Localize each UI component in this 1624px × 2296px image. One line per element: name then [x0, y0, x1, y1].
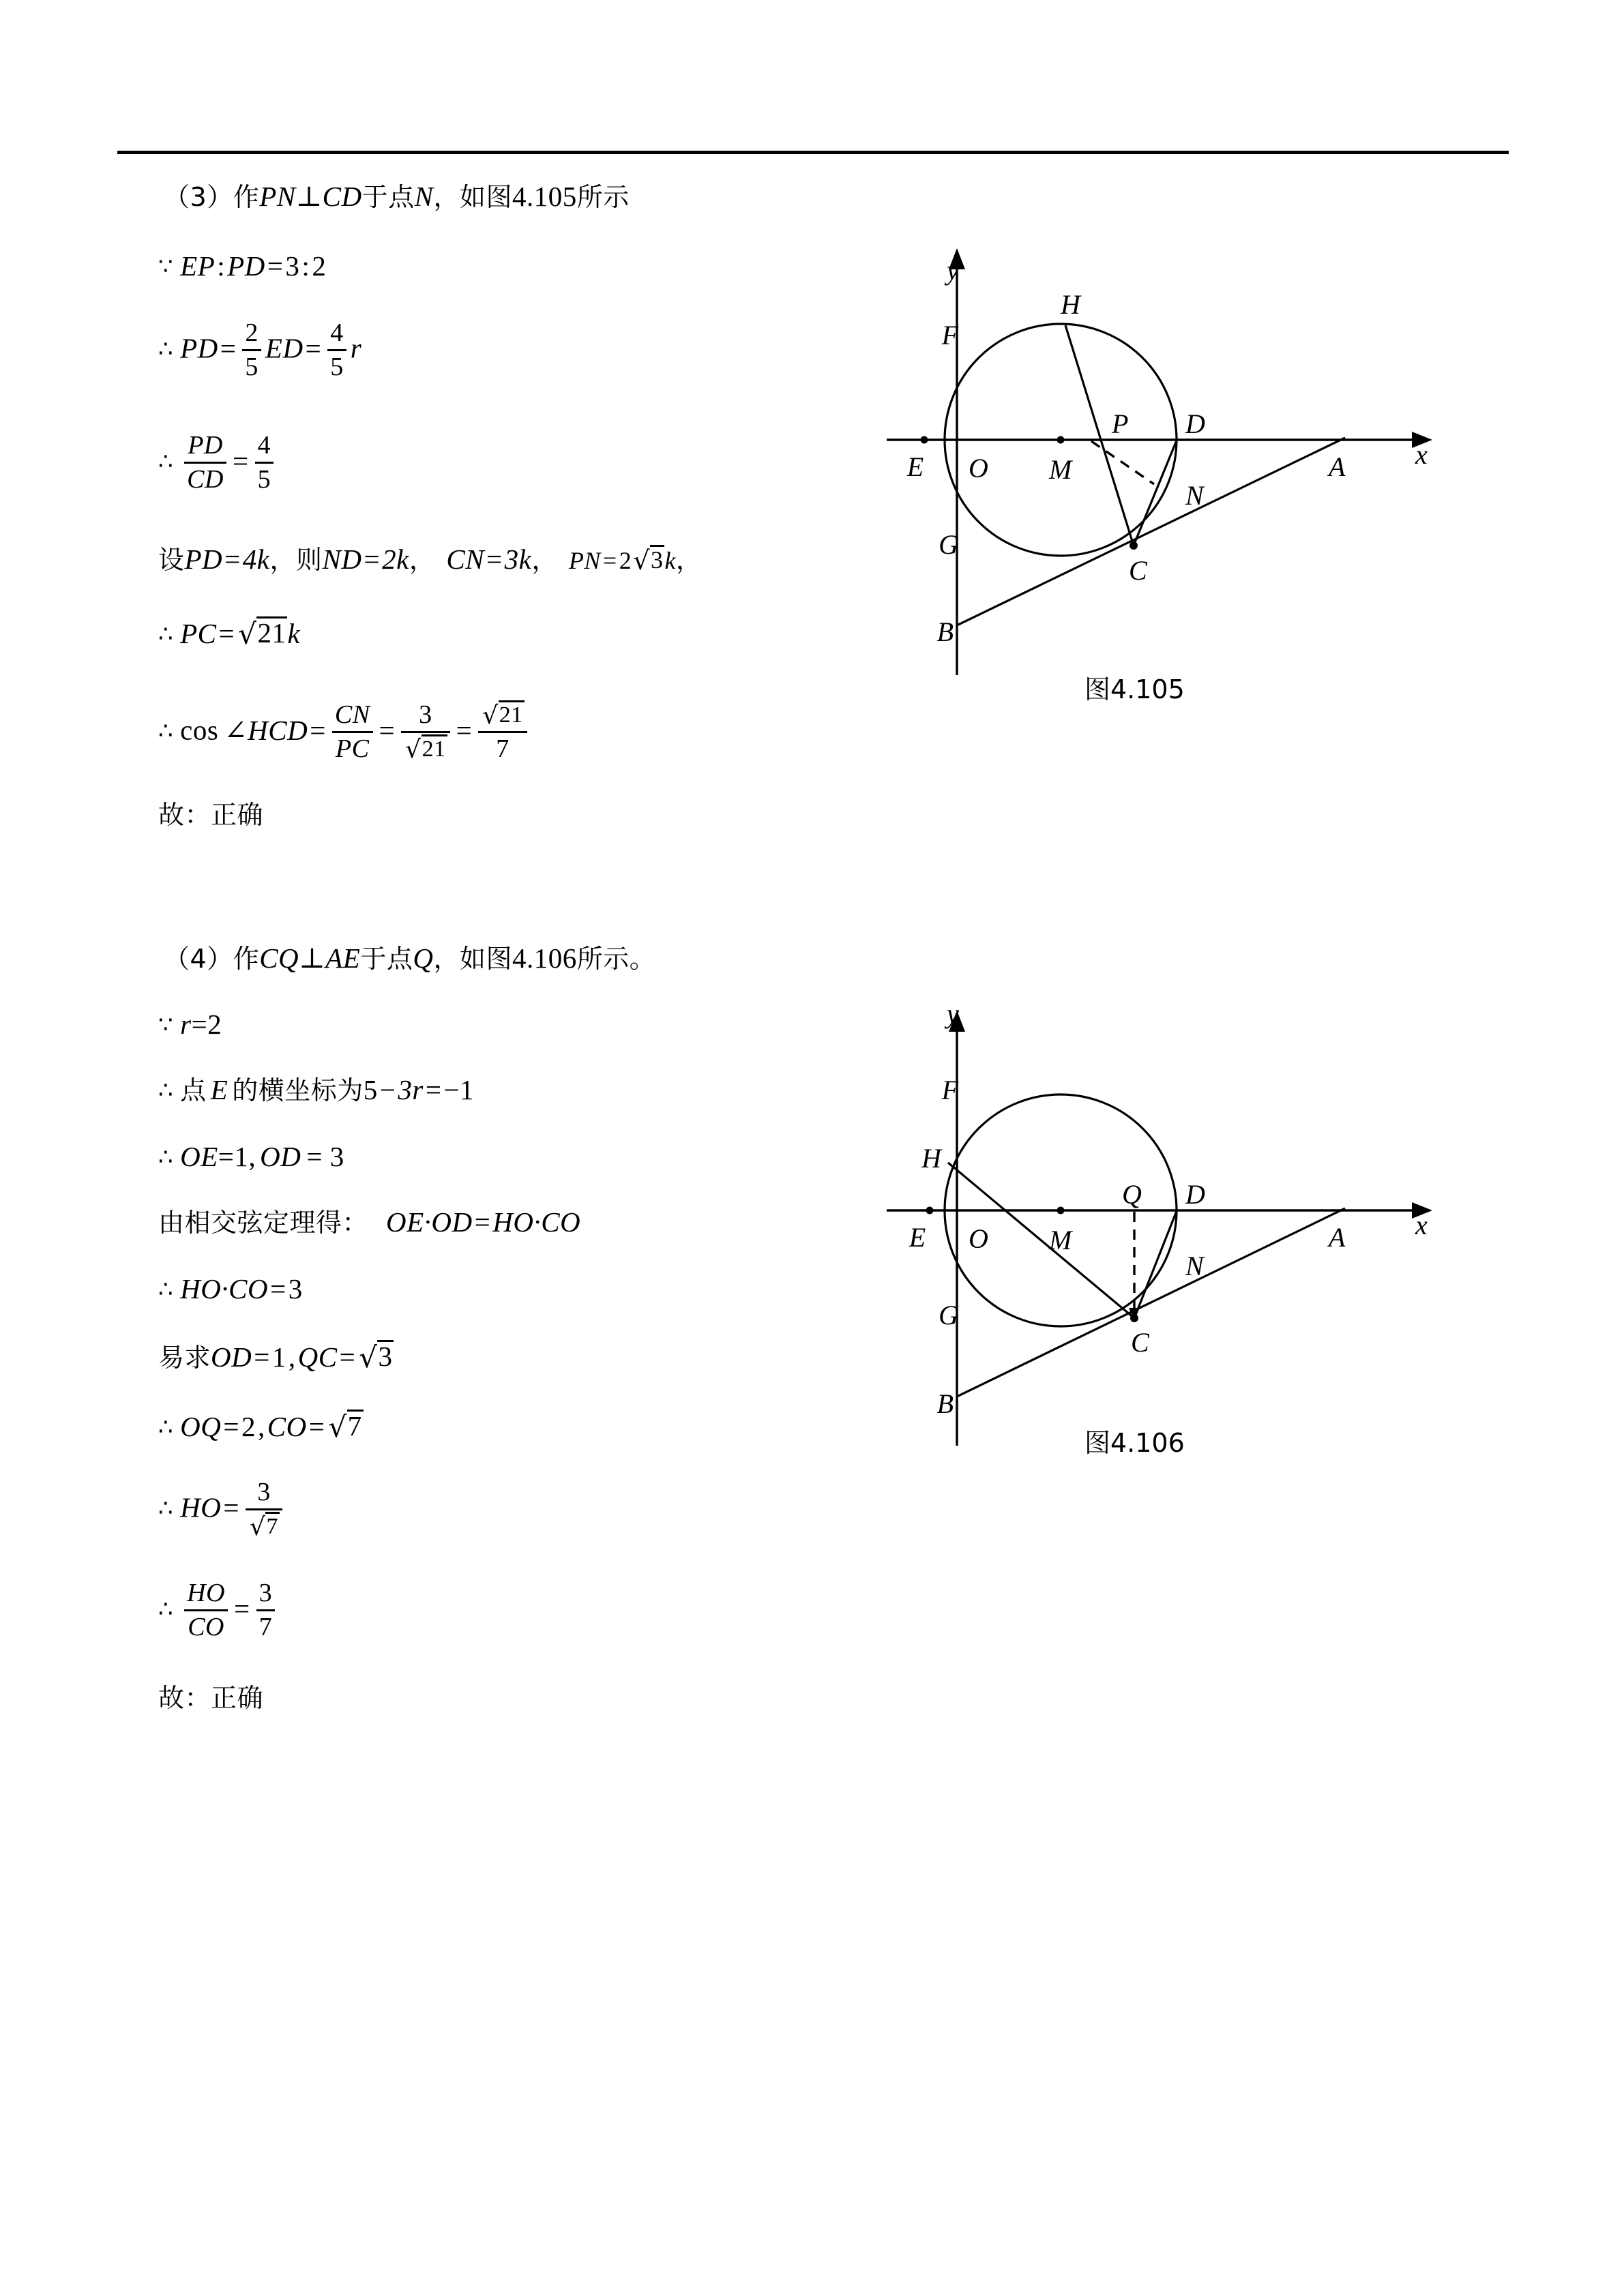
line-BCA — [957, 1208, 1345, 1397]
fraction-cn-pc — [332, 701, 373, 763]
therefore-symbol-4: ∴ — [158, 717, 174, 745]
label-M: M — [1049, 1225, 1072, 1255]
line-section3-conclusion — [158, 801, 263, 829]
therefore-symbol-9: ∴ — [158, 1494, 174, 1522]
section4-conclusion-text: 故：正确 — [158, 1683, 264, 1713]
equals-12: = — [456, 714, 473, 746]
therefore-symbol-3: ∴ — [158, 621, 174, 648]
ho-dot-co-2: HO·CO — [180, 1273, 269, 1304]
section4-text-b: 于点 — [360, 944, 413, 974]
equals-7: = — [486, 543, 503, 575]
label-O: O — [969, 1223, 988, 1254]
radical-7-b — [248, 1512, 280, 1540]
three-value: 3 — [288, 1273, 303, 1304]
section4-comma: ， — [433, 944, 460, 974]
therefore-symbol-2: ∴ — [158, 447, 174, 475]
ratio-3: 3 — [285, 250, 300, 282]
numerator: 3 — [419, 700, 432, 729]
OD-label: OD — [260, 1141, 301, 1172]
denominator: PC — [335, 734, 370, 764]
radical-sign: √ — [405, 736, 422, 764]
equals-19: = — [308, 1411, 325, 1442]
point-M — [1057, 436, 1065, 444]
numerator: 2 — [245, 318, 259, 347]
nd-val: 2k — [382, 543, 409, 575]
fraction-bar — [332, 731, 373, 733]
label-D: D — [1185, 1179, 1205, 1210]
numerator: HO — [187, 1579, 226, 1607]
fraction-bar — [256, 1609, 276, 1611]
denominator — [401, 735, 449, 763]
header-rule — [117, 151, 1509, 154]
label-P: P — [1112, 408, 1129, 439]
cn-val: 3k — [504, 543, 532, 575]
ratio-2: 2 — [312, 250, 327, 282]
label-O: O — [969, 453, 988, 483]
fraction-bar — [327, 349, 346, 351]
section3-text-c: 如图 — [460, 182, 513, 212]
pd-label: PD — [227, 250, 265, 282]
ed-label: ED — [265, 332, 304, 364]
fraction-3-root7 — [246, 1478, 282, 1540]
fraction-bar — [242, 349, 261, 351]
denominator: CO — [188, 1613, 224, 1642]
fraction-bar — [255, 462, 274, 464]
label-H: H — [1061, 289, 1080, 320]
equals-1: = — [267, 250, 284, 282]
pc-label: PC — [180, 618, 217, 649]
therefore-symbol-1: ∴ — [158, 335, 174, 363]
denominator — [246, 1512, 282, 1540]
figure-4-105-caption: 图4.105 — [1084, 674, 1185, 704]
equals-14: = — [474, 1206, 491, 1238]
therefore-symbol-7: ∴ — [158, 1276, 174, 1303]
equals-2: = — [220, 332, 237, 364]
ho-dot-co: HO·CO — [492, 1206, 581, 1238]
equals-4: = — [232, 445, 249, 477]
therefore-symbol-10: ∴ — [158, 1595, 174, 1623]
label-G: G — [939, 1300, 958, 1330]
radicand: 21 — [422, 734, 447, 762]
comma-1: ， — [269, 545, 297, 575]
set-pd: PD — [184, 543, 223, 575]
radicand: 3 — [378, 1341, 393, 1372]
fraction-root21-7 — [478, 701, 527, 763]
label-N: N — [1185, 1251, 1204, 1281]
chord-theorem-text: 由相交弦定理得： — [158, 1208, 369, 1238]
figure-4-105 — [887, 239, 1432, 716]
point-C — [1130, 1314, 1138, 1322]
minus-sign: − — [379, 1074, 396, 1105]
set-pd-val: 4k — [242, 543, 270, 575]
point-E — [926, 1207, 934, 1214]
set-prefix: 设 — [158, 545, 185, 575]
radical-21 — [237, 617, 287, 651]
section3-comma: ， — [433, 182, 460, 212]
radicand: 7 — [347, 1410, 362, 1442]
label-x-axis: x — [1415, 1210, 1428, 1240]
r-variable: r — [180, 1009, 192, 1040]
denominator: 5 — [330, 353, 344, 382]
label-y-axis: y — [947, 255, 959, 286]
numerator: 3 — [257, 1478, 271, 1506]
label-D: D — [1185, 408, 1205, 439]
label-Q: Q — [1122, 1179, 1142, 1210]
fraction-bar — [184, 1609, 228, 1611]
radical-sign: √ — [633, 546, 650, 576]
section4-number: （4） — [164, 944, 233, 974]
label-F: F — [941, 320, 958, 351]
label-C: C — [1131, 1327, 1149, 1358]
label-A: A — [1329, 1222, 1346, 1253]
line-ho-value — [158, 1480, 286, 1542]
fraction-pd-cd — [184, 432, 226, 494]
pc-k: k — [287, 618, 301, 649]
numerator — [478, 701, 527, 729]
therefore-symbol-6: ∴ — [158, 1144, 174, 1171]
radical-sign: √ — [359, 1341, 378, 1374]
equals-11: = — [379, 714, 396, 746]
line-BCA — [957, 438, 1345, 625]
equals-21: = — [234, 1592, 250, 1624]
radical-3-b — [357, 1341, 394, 1374]
label-x-axis: x — [1415, 439, 1428, 470]
equals-10: = — [310, 714, 326, 746]
label-A: A — [1329, 451, 1346, 482]
section4-text-a: 作 — [233, 944, 260, 974]
equals-9: = — [218, 618, 235, 649]
line-easy-od-qc — [158, 1341, 394, 1374]
fraction-4-5-b — [255, 432, 274, 494]
then-word: 则 — [296, 545, 323, 575]
numerator: PD — [188, 431, 223, 460]
numerator: CN — [334, 700, 370, 729]
pn-label: PN — [568, 547, 601, 574]
figure-4-106-caption: 图4.106 — [1084, 1428, 1185, 1458]
cos-label: cos — [180, 714, 219, 746]
pd-label-2: PD — [180, 332, 218, 364]
ep-label: EP — [180, 250, 216, 282]
section3-text-d: 所示 — [576, 182, 630, 212]
OE-value: =1, — [218, 1141, 256, 1172]
line-pc-value — [158, 617, 301, 651]
equals-13: = — [425, 1074, 442, 1105]
one-value: 1 — [271, 1341, 286, 1373]
label-F: F — [941, 1075, 958, 1105]
label-E: E — [906, 451, 924, 482]
comma-2: ， — [409, 545, 436, 575]
line-oe-od — [158, 1143, 344, 1171]
CO-label: CO — [267, 1411, 307, 1442]
segment-CD — [1134, 1211, 1177, 1318]
point-word: 点 — [180, 1075, 207, 1105]
two-value: 2 — [241, 1411, 256, 1442]
label-M: M — [1049, 454, 1072, 485]
fraction-bar — [184, 462, 226, 464]
equals-3: = — [305, 332, 322, 364]
because-symbol: ∵ — [158, 253, 174, 280]
denominator: 7 — [496, 734, 510, 764]
fraction-bar — [401, 731, 449, 733]
radical-7 — [327, 1410, 363, 1444]
comma-4: ， — [675, 545, 703, 575]
radical-sign: √ — [328, 1410, 347, 1444]
section3-math-b: N — [414, 181, 434, 212]
section3-text-a: 作 — [233, 182, 260, 212]
label-H: H — [921, 1143, 941, 1174]
point-C — [1130, 541, 1138, 550]
label-G: G — [939, 529, 958, 560]
equals-6: = — [364, 543, 381, 575]
section3-conclusion-text: 故：正确 — [158, 800, 264, 830]
therefore-symbol-8: ∴ — [158, 1414, 174, 1441]
OD-label-2: OD — [211, 1341, 252, 1373]
figure-4-105-svg — [887, 239, 1432, 716]
equals-20: = — [223, 1491, 239, 1523]
section4-math-a: CQ⊥AE — [259, 942, 361, 974]
equals-17: = — [339, 1341, 356, 1373]
label-E: E — [909, 1222, 926, 1253]
OD-value: = 3 — [306, 1141, 344, 1172]
neg-one: −1 — [443, 1074, 475, 1105]
therefore-symbol-5: ∴ — [158, 1077, 174, 1104]
comma-6: , — [257, 1411, 265, 1442]
easy-text: 易求 — [158, 1343, 211, 1373]
section3-number: （3） — [164, 182, 233, 212]
equals-18: = — [223, 1411, 239, 1442]
line-set-lengths — [158, 543, 703, 576]
label-y-axis: y — [947, 998, 959, 1029]
radical-21-b — [404, 735, 447, 763]
fraction-2-5 — [242, 319, 261, 381]
radical-sign: √ — [238, 617, 257, 651]
line-cos-hcd — [158, 702, 531, 764]
denominator: 5 — [245, 353, 259, 382]
section4-text-c: 如图 — [459, 944, 512, 974]
radicand: 21 — [257, 617, 286, 648]
numerator: 3 — [259, 1579, 273, 1607]
equals-5: = — [224, 543, 241, 575]
label-B: B — [936, 1388, 954, 1419]
denominator: 7 — [259, 1613, 273, 1642]
label-N: N — [1185, 480, 1204, 511]
line-pd-cd-ratio — [158, 433, 278, 495]
comma-5: , — [288, 1341, 296, 1373]
line-section4-conclusion — [158, 1684, 263, 1712]
fraction-3-7 — [256, 1579, 276, 1641]
dashed-PN — [1091, 441, 1154, 484]
line-e-abscissa — [158, 1076, 474, 1104]
numerator: 4 — [257, 431, 271, 460]
radicand: 3 — [650, 546, 664, 573]
radical-21-c — [481, 701, 524, 729]
section4-heading — [164, 944, 655, 972]
three-r-term: 3r — [398, 1074, 424, 1105]
fraction-ho-co — [184, 1579, 228, 1641]
QC-label: QC — [297, 1341, 338, 1373]
fraction-3-root21 — [401, 701, 449, 763]
point-E — [921, 436, 928, 444]
section4-math-b: Q — [413, 942, 434, 974]
nd-label: ND — [322, 543, 362, 575]
r-equals-2: =2 — [191, 1009, 222, 1040]
radicand: 7 — [265, 1512, 280, 1540]
line-ho-co — [158, 1275, 303, 1303]
section3-text-b: 于点 — [361, 182, 415, 212]
OQ-label: OQ — [180, 1411, 222, 1442]
section4-figure-ref: 4.106 — [512, 942, 577, 974]
oe-dot-od: OE·OD — [386, 1206, 473, 1238]
line-pd-value — [158, 320, 361, 383]
section3-heading — [164, 183, 630, 211]
line-r-value — [158, 1011, 222, 1039]
radicand: 21 — [499, 700, 525, 728]
r-label: r — [350, 332, 362, 364]
figure-4-106-svg — [887, 968, 1432, 1459]
OE-label: OE — [180, 1141, 218, 1172]
figure-4-106 — [887, 968, 1432, 1459]
line-ho-co-ratio — [158, 1581, 279, 1643]
equals-15: = — [270, 1273, 286, 1304]
comma-3: ， — [531, 545, 558, 575]
cn-label: CN — [446, 543, 485, 575]
fraction-bar — [478, 731, 527, 733]
five-term: 5 — [363, 1074, 378, 1105]
because-symbol-2: ∵ — [158, 1011, 174, 1039]
radical-sign: √ — [482, 702, 499, 730]
line-oq-co — [158, 1410, 364, 1444]
angle-hcd: ∠HCD — [224, 714, 308, 746]
radical-3 — [632, 546, 664, 576]
radical-sign: √ — [249, 1513, 266, 1542]
abscissa-text: 的横坐标为 — [232, 1075, 364, 1105]
denominator: 5 — [257, 465, 271, 494]
equals-8: = — [602, 547, 617, 574]
colon-1: : — [217, 250, 226, 282]
denominator: CD — [187, 465, 224, 494]
section3-math-a: PN⊥CD — [259, 181, 362, 212]
HO-label: HO — [180, 1491, 222, 1523]
point-M — [1057, 1207, 1065, 1214]
numerator: 4 — [330, 318, 344, 347]
equals-16: = — [254, 1341, 270, 1373]
E-variable: E — [210, 1074, 228, 1105]
fraction-4-5 — [327, 319, 346, 381]
label-B: B — [936, 616, 954, 647]
section3-figure-ref: 4.105 — [512, 181, 577, 212]
label-C: C — [1129, 555, 1147, 586]
fraction-bar — [246, 1508, 282, 1510]
pn-k: k — [664, 547, 676, 574]
pn-coefficient: 2 — [619, 547, 632, 574]
section4-text-d: 所示。 — [576, 944, 656, 974]
line-ep-pd-ratio — [158, 252, 326, 280]
colon-2: : — [301, 250, 310, 282]
line-chord-theorem — [158, 1208, 580, 1236]
